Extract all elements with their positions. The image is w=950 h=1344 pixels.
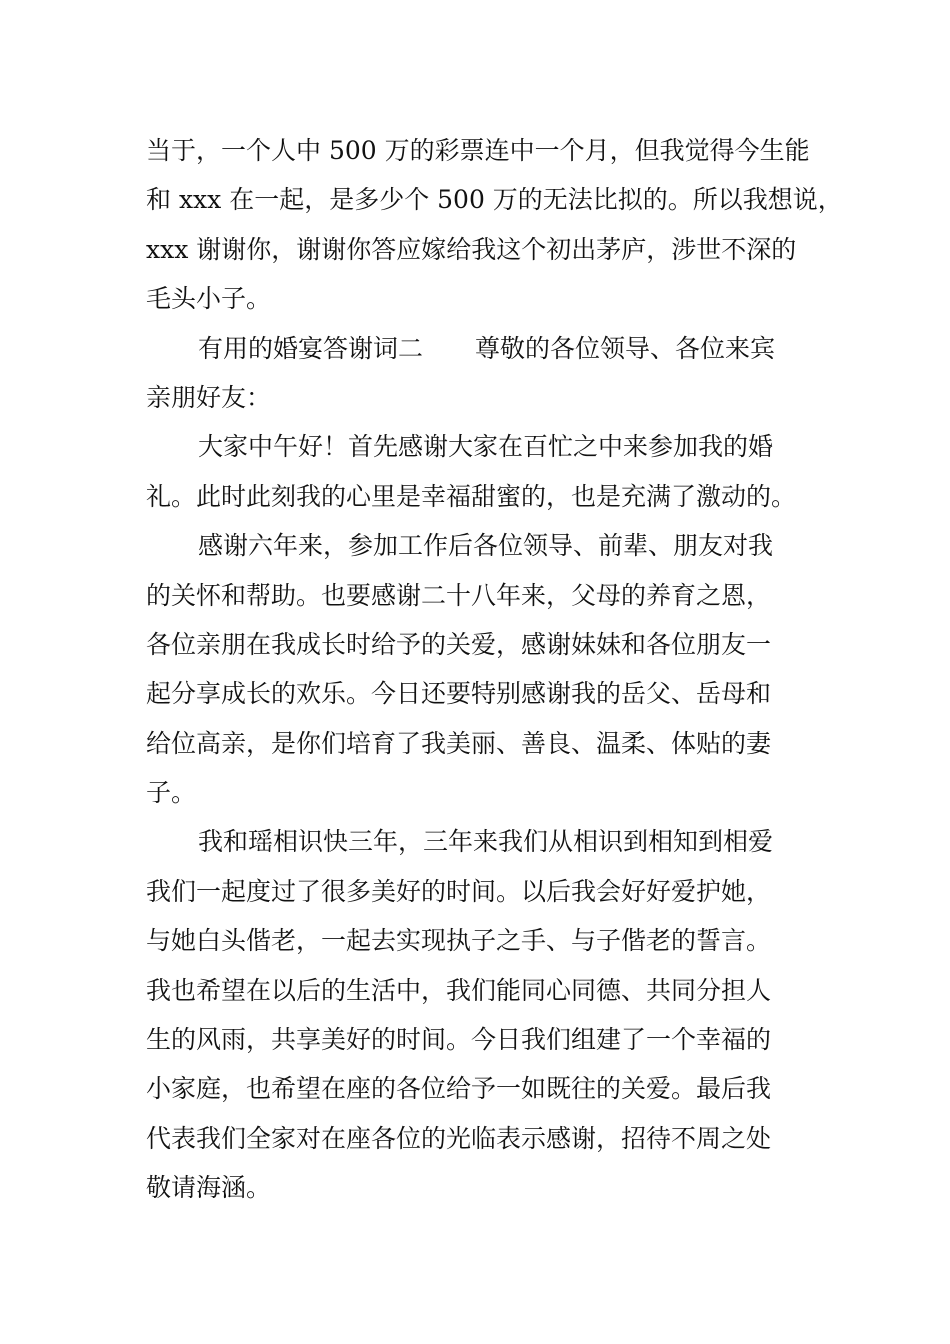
- text-line: 给位高亲，是你们培育了我美丽、善良、温柔、体贴的妻: [146, 728, 772, 758]
- document-body: [146, 126, 843, 1213]
- text-line: 毛头小子。: [146, 284, 272, 314]
- section-title: 有用的婚宴答谢词二: [198, 333, 424, 363]
- paragraph-start-line: 感谢六年来，参加工作后各位领导、前辈、朋友对我: [198, 531, 774, 561]
- text-line: 起分享成长的欢乐。今日还要特别感谢我的岳父、岳母和: [146, 679, 772, 709]
- text-line: 的关怀和帮助。也要感谢二十八年来，父母的养育之恩，: [146, 580, 772, 610]
- section-heading-line: [146, 324, 826, 373]
- paragraph-start-line: 大家中午好！首先感谢大家在百忙之中来参加我的婚: [198, 432, 774, 462]
- text-line: 礼。此时此刻我的心里是幸福甜蜜的，也是充满了激动的。: [146, 481, 797, 511]
- text-line: 小家庭，也希望在座的各位给予一如既往的关爱。最后我: [146, 1074, 772, 1104]
- text-line: 敬请海涵。: [146, 1173, 272, 1203]
- text-line: xxx 谢谢你，谢谢你答应嫁给我这个初出茅庐，涉世不深的: [146, 234, 797, 264]
- text-line: 各位亲朋在我成长时给予的关爱，感谢妹妹和各位朋友一: [146, 629, 772, 659]
- salutation-start: 尊敬的各位领导、各位来宾: [475, 333, 776, 363]
- text-line: 我们一起度过了很多美好的时间。以后我会好好爱护她，: [146, 876, 772, 906]
- text-line: 亲朋好友：: [146, 382, 272, 412]
- text-line: 和 xxx 在一起，是多少个 500 万的无法比拟的。所以我想说，: [146, 185, 843, 215]
- text-line: 与她白头偕老，一起去实现执子之手、与子偕老的誓言。: [146, 926, 772, 956]
- text-line: 代表我们全家对在座各位的光临表示感谢，招待不周之处: [146, 1123, 772, 1153]
- paragraph-start-line: 我和瑶相识快三年，三年来我们从相识到相知到相爱: [198, 827, 774, 857]
- text-line: 当于，一个人中 500 万的彩票连中一个月，但我觉得今生能: [146, 136, 810, 165]
- text-line: 子。: [146, 778, 197, 808]
- text-line: 生的风雨，共享美好的时间。今日我们组建了一个幸福的: [146, 1025, 772, 1055]
- text-line: 我也希望在以后的生活中，我们能同心同德、共同分担人: [146, 975, 772, 1005]
